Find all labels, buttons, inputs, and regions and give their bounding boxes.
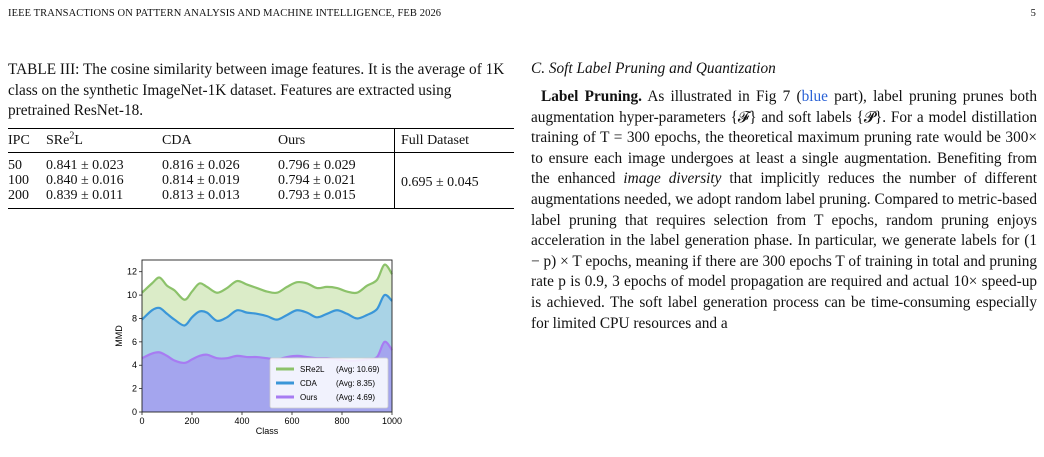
right-column	[531, 60, 1037, 334]
cell-sre2l: 0.839 ± 0.011	[46, 187, 124, 203]
y-tick-label: 10	[126, 290, 137, 301]
left-column	[8, 60, 514, 209]
x-axis-label: Class	[255, 426, 279, 436]
section-paragraph	[531, 87, 1037, 334]
header-full-dataset: Full Dataset	[395, 128, 515, 152]
x-tick-label: 400	[234, 416, 250, 426]
chart-canvas	[110, 252, 403, 452]
para-text-1: As illustrated in Fig 7 (	[641, 88, 802, 105]
table-row	[8, 152, 514, 173]
x-tick-label: 600	[284, 416, 300, 426]
section-title: C. Soft Label Pruning and Quantization	[531, 60, 776, 77]
header-cda: CDA	[162, 128, 278, 152]
running-header	[8, 8, 1036, 19]
y-tick-label: 0	[131, 407, 137, 417]
y-tick-label: 2	[131, 383, 137, 394]
legend-name: CDA	[300, 379, 317, 388]
legend-name: SRe2L	[300, 365, 325, 374]
cell-cda: 0.813 ± 0.013	[162, 187, 240, 203]
cell-sre2l: 0.840 ± 0.016	[46, 172, 124, 188]
x-tick-label: 1000	[381, 416, 403, 426]
legend-avg: (Avg: 10.69)	[336, 365, 380, 374]
cell-ipc: 50	[8, 157, 22, 173]
header-sre2l: SRe$^2$L	[46, 128, 162, 152]
bold-lead: Label Pruning.	[541, 88, 642, 105]
x-tick-label: 0	[139, 416, 145, 426]
x-tick-label: 800	[334, 416, 350, 426]
legend-name: Ours	[300, 393, 318, 402]
table-header-row	[8, 128, 514, 152]
legend-avg: (Avg: 4.69)	[336, 393, 375, 402]
cell-sre2l: 0.841 ± 0.023	[46, 157, 124, 173]
cell-ours: 0.796 ± 0.029	[278, 157, 356, 173]
y-axis-label: MMD	[114, 325, 124, 347]
page-number: 5	[1030, 8, 1036, 19]
legend-avg: (Avg: 8.35)	[336, 379, 375, 388]
y-tick-label: 4	[131, 360, 137, 371]
x-tick-label: 200	[184, 416, 200, 426]
header-ipc: IPC	[8, 128, 46, 152]
results-table	[8, 128, 514, 209]
cell-full-dataset: 0.695 ± 0.045	[395, 152, 515, 208]
cell-ours: 0.793 ± 0.015	[278, 187, 356, 203]
cell-cda: 0.814 ± 0.019	[162, 172, 240, 188]
cell-cda: 0.816 ± 0.026	[162, 157, 240, 173]
cell-ours: 0.794 ± 0.021	[278, 172, 356, 188]
cell-ipc: 200	[8, 187, 29, 203]
journal-title: IEEE TRANSACTIONS ON PATTERN ANALYSIS AND MACHINE INTELLIGENCE, FEB 2026	[8, 8, 442, 19]
figure-color-link[interactable]: blue	[801, 88, 828, 105]
table-caption: TABLE III: The cosine similarity between image features. It is the average of 1K class on the synthetic ImageNet-1K dataset. Features are extracted using pretrained ResNet-18.	[8, 61, 505, 119]
cell-ipc: 100	[8, 172, 29, 188]
para-text-2: part), label pruning prunes both augmentation hyper-parameters {𝓕} and soft labels {𝓟}. For a model distillation training of T = 300 epochs, the theoretical maximum pruning rate would be 300× to ensure each image undergoes at least a single augmentation. Benefiting from the enhanced	[531, 88, 1037, 188]
mmd-area-chart	[110, 252, 403, 452]
y-tick-label: 6	[131, 336, 137, 347]
y-tick-label: 12	[126, 266, 137, 277]
header-ours: Ours	[278, 128, 395, 152]
para-italic: image diversity	[623, 170, 722, 188]
para-text-3: that implicitly reduces the number of different augmentations needed, we adopt random label pruning. Compared to metric-based label pruning that requires selection from T epochs, random pruning enjoys acceleration in the label generation phase. In particular, we generate labels for (1 − p) × T epochs, meaning if there are 300 epochs T of training in total and pruning rate p is 0.9, 3 epochs of model propagation are required and actual 10× speed-up is achieved. The soft label generation process can be time-consuming especially for limited CPU resources and a	[531, 170, 1037, 332]
y-tick-label: 8	[131, 313, 137, 324]
